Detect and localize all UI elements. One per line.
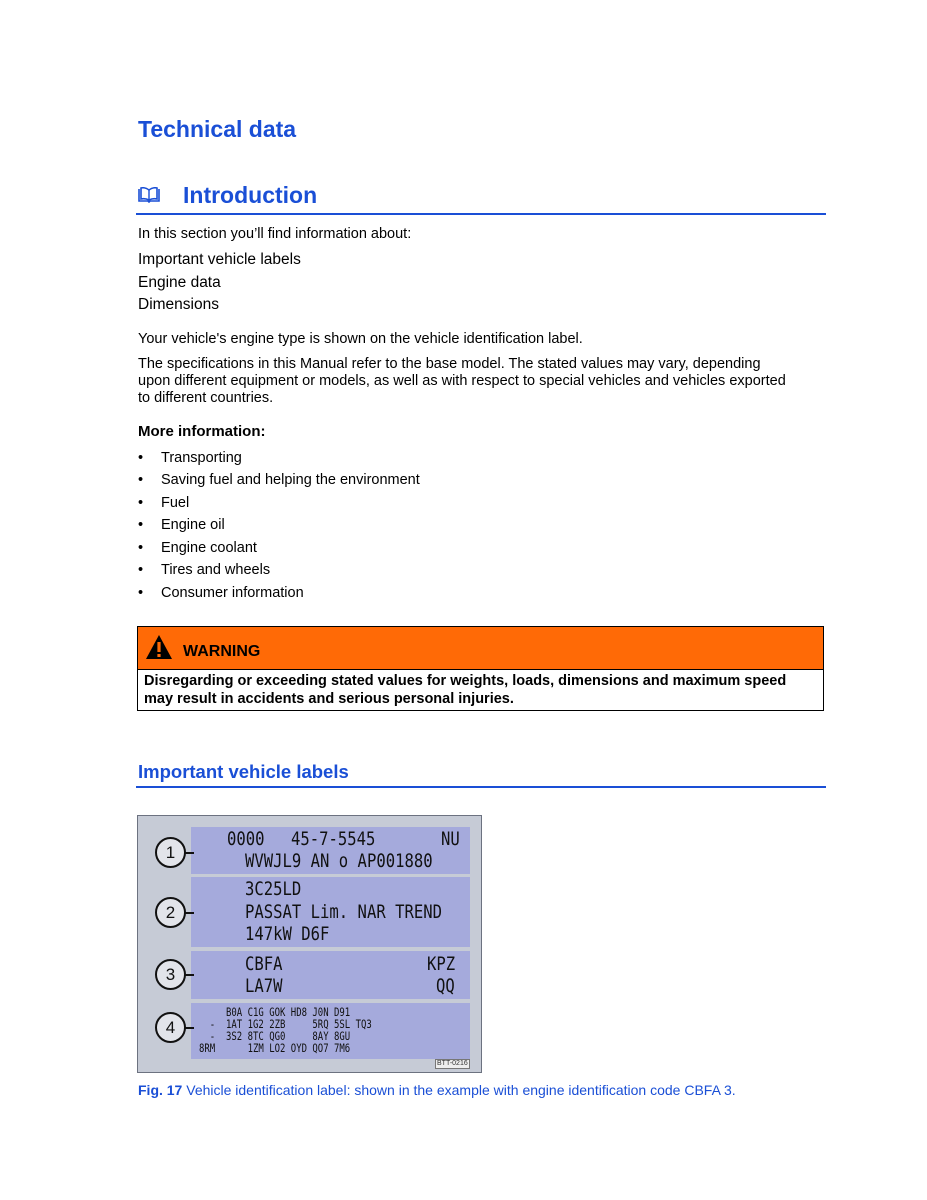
panel2-line2: PASSAT Lim. NAR TREND xyxy=(245,901,442,923)
specs-paragraph-line: The specifications in this Manual refer to the base model. The stated values may vary, depending xyxy=(138,356,761,372)
bullet: • xyxy=(138,450,144,466)
panel3-right2: QQ xyxy=(436,975,455,997)
book-icon xyxy=(138,187,160,203)
panel3-right1: KPZ xyxy=(427,953,456,975)
link-transporting[interactable]: Transporting xyxy=(161,450,242,466)
marker-1: 1 xyxy=(155,837,186,868)
warning-line: Disregarding or exceeding stated values for weights, loads, dimensions and maximum speed xyxy=(144,673,787,689)
label-panel-1 xyxy=(191,827,470,874)
vehicle-labels-heading: Important vehicle labels xyxy=(138,761,349,782)
specs-paragraph-line: to different countries. xyxy=(138,390,274,406)
link-saving-fuel[interactable]: Saving fuel and helping the environment xyxy=(161,472,420,488)
warning-line: may result in accidents and serious personal injuries. xyxy=(144,691,514,707)
marker-2: 2 xyxy=(155,897,186,928)
figure-number: Fig. 17 xyxy=(138,1082,183,1098)
marker-1-leader xyxy=(184,852,194,854)
panel1-right1: NU xyxy=(441,828,460,850)
panel3-left2: LA7W xyxy=(245,975,283,997)
marker-3: 3 xyxy=(155,959,186,990)
marker-3-leader xyxy=(184,974,194,976)
link-engine-coolant[interactable]: Engine coolant xyxy=(161,540,257,556)
vehicle-id-label-figure xyxy=(137,815,482,1073)
figure-caption-text: Vehicle identification label: shown in the example with engine identification code CBFA 3. xyxy=(182,1082,736,1098)
warning-header xyxy=(138,627,823,670)
panel3-left1: CBFA xyxy=(245,953,283,975)
panel1-left1: 0000 xyxy=(227,828,265,850)
panel2-line3: 147kW D6F xyxy=(245,923,330,945)
warning-text xyxy=(144,672,819,708)
panel1-mid1: 45-7-5545 xyxy=(291,828,376,850)
label-panel-3 xyxy=(191,951,470,999)
figure-code: BTT-0216 xyxy=(437,1060,468,1067)
marker-2-leader xyxy=(184,912,194,914)
bullet: • xyxy=(138,585,144,601)
panel4-row: 8RM 1ZM LO2 OYD QO7 7M6 xyxy=(199,1041,351,1055)
bullet: • xyxy=(138,540,144,556)
marker-4: 4 xyxy=(155,1012,186,1043)
label-panel-4 xyxy=(191,1003,470,1059)
link-consumer-info[interactable]: Consumer information xyxy=(161,585,304,601)
bullet: • xyxy=(138,472,144,488)
link-tires-wheels[interactable]: Tires and wheels xyxy=(161,562,271,578)
panel4-row: - 3S2 8TC QG0 8AY 8GU xyxy=(199,1029,351,1043)
introduction-heading: Introduction xyxy=(183,182,318,208)
panel2-line1: 3C25LD xyxy=(245,878,302,900)
topic-item: Engine data xyxy=(138,274,221,291)
warning-title: WARNING xyxy=(183,643,261,660)
panel4-row: - 1AT 1G2 2ZB 5RQ 5SL TQ3 xyxy=(199,1017,372,1031)
more-information-heading: More information: xyxy=(138,423,266,440)
vehicle-labels-header xyxy=(136,758,826,788)
panel4-row: B0A C1G GOK HD8 J0N D91 xyxy=(199,1005,351,1019)
intro-lead: In this section you’ll find information about: xyxy=(138,226,412,242)
label-panel-2 xyxy=(191,877,470,947)
panel1-line2: WVWJL9 AN o AP001880 xyxy=(245,850,433,872)
link-fuel[interactable]: Fuel xyxy=(161,495,190,511)
engine-type-paragraph: Your vehicle's engine type is shown on the vehicle identification label. xyxy=(138,331,583,347)
bullet: • xyxy=(138,517,144,533)
page-title: Technical data xyxy=(138,116,297,142)
bullet: • xyxy=(138,562,144,578)
marker-4-leader xyxy=(184,1027,194,1029)
warning-box xyxy=(137,626,824,711)
warning-triangle-icon xyxy=(145,634,173,660)
link-engine-oil[interactable]: Engine oil xyxy=(161,517,225,533)
introduction-header xyxy=(136,180,826,215)
figure-caption xyxy=(138,1082,736,1098)
topic-item: Important vehicle labels xyxy=(138,251,301,268)
bullet: • xyxy=(138,495,144,511)
specs-paragraph-line: upon different equipment or models, as well as with respect to special vehicles and vehicles exported xyxy=(138,373,786,389)
topic-item: Dimensions xyxy=(138,296,219,313)
